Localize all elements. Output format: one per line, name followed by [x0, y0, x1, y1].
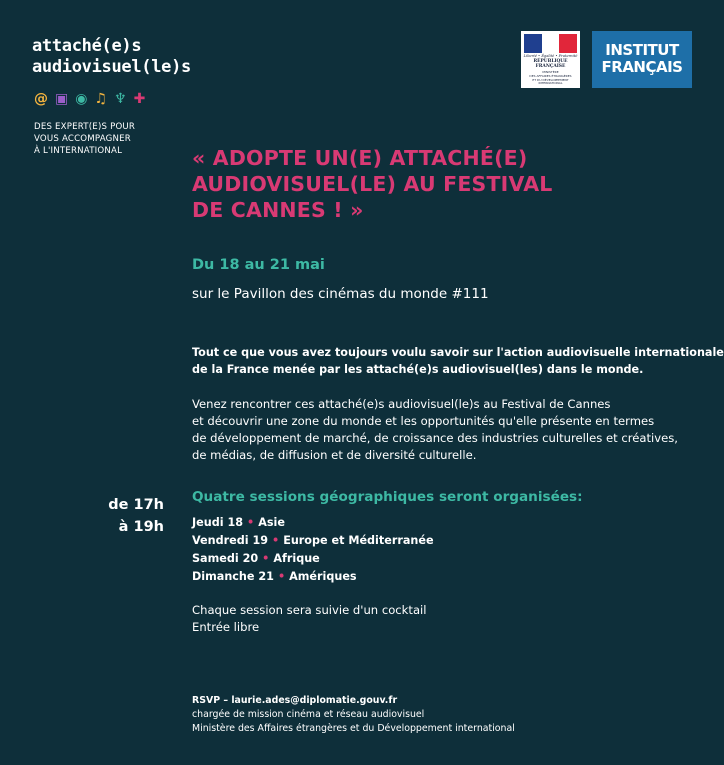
brand-title-line2: audiovisuel(le)s [32, 57, 191, 77]
institut-line1: INSTITUT [605, 41, 679, 59]
bullet-icon: • [272, 534, 280, 547]
institut-francais-logo [592, 31, 692, 88]
gov-ministry-line4: INTERNATIONAL [538, 81, 563, 86]
gov-republic: RÉPUBLIQUE FRANÇAISE [533, 59, 568, 69]
intro-line2: de la France menée par les attaché(e)s audiovisuel(les) dans le monde. [192, 363, 644, 376]
event-extras [192, 602, 427, 636]
entry-note: Entrée libre [192, 620, 260, 634]
session-day: Dimanche 21 [192, 570, 274, 583]
tagline-line2: VOUS ACCOMPAGNER [34, 134, 131, 144]
headline-line1: « ADOPTE UN(E) ATTACHÉ(E) [192, 146, 528, 170]
time-line2: à 19h [118, 519, 164, 535]
session-day: Vendredi 19 [192, 534, 269, 547]
rsvp-email-link[interactable]: RSVP – laurie.ades@diplomatie.gouv.fr [192, 695, 398, 706]
gamepad-icon: ✚ [133, 91, 146, 107]
session-region: Amériques [289, 570, 357, 583]
time-line1: de 17h [108, 497, 164, 513]
headline-line2: AUDIOVISUEL(LE) AU FESTIVAL [192, 172, 553, 196]
french-flag-icon [524, 34, 577, 53]
ministry-logo [521, 31, 580, 88]
intro-line1: Tout ce que vous avez toujours voulu savoir sur l'action audiovisuelle internationale [192, 346, 724, 359]
brand-title-line1: attaché(e)s [32, 36, 142, 56]
brand-icons [34, 89, 145, 109]
contact-ministry: Ministère des Affaires étrangères et du Développement international [192, 723, 515, 734]
session-region: Europe et Méditerranée [283, 534, 434, 547]
sessions-heading: Quatre sessions géographiques seront organisées: [192, 489, 583, 505]
brand-tagline [34, 121, 135, 157]
event-time [104, 494, 164, 538]
bullet-icon: • [277, 570, 286, 583]
bullet-icon: • [262, 552, 270, 565]
cocktail-note: Chaque session sera suivie d'un cocktail [192, 603, 427, 617]
tagline-line1: DES EXPERT(E)S POUR [34, 122, 136, 132]
page-title [192, 145, 692, 223]
eye-icon: ◉ [75, 91, 88, 107]
at-icon: @ [34, 91, 48, 107]
institut-line2: FRANÇAIS [601, 58, 683, 76]
gov-ministry-line2: DES AFFAIRES ÉTRANGÈRES [529, 73, 572, 78]
event-dates: Du 18 au 21 mai [192, 257, 325, 273]
tagline-line3: À L'INTERNATIONAL [34, 146, 123, 156]
body-line1: Venez rencontrer ces attaché(e)s audiovisuel(le)s au Festival de Cannes [192, 397, 611, 411]
microphone-icon: ♆ [114, 91, 127, 107]
body-line3: de développement de marché, de croissance des industries culturelles et créatives, [192, 431, 678, 445]
gov-ministry-line3: ET DU DÉVELOPPEMENT [532, 77, 569, 82]
contact-role: chargée de mission cinéma et réseau audiovisuel [192, 709, 425, 720]
session-region: Asie [258, 516, 285, 529]
list-item [192, 532, 434, 550]
headline-line3: DE CANNES ! » [192, 198, 364, 222]
body-paragraph [192, 396, 678, 464]
gov-motto: Liberté • Égalité • Fraternité [523, 54, 578, 58]
session-region: Afrique [273, 552, 320, 565]
contact-block [192, 694, 515, 736]
list-item [192, 550, 434, 568]
body-line2: et découvrir une zone du monde et les opportunités qu'elle présente en termes [192, 414, 655, 428]
camera-icon: ▣ [55, 91, 69, 107]
session-day: Samedi 20 [192, 552, 259, 565]
list-item [192, 568, 434, 586]
bullet-icon: • [247, 516, 255, 529]
gov-ministry-line1: MINISTÈRE [542, 70, 559, 74]
sessions-list [192, 514, 434, 586]
list-item [192, 514, 434, 532]
brand-logo [32, 36, 191, 78]
session-day: Jeudi 18 [192, 516, 244, 529]
music-icon: ♫ [94, 91, 108, 107]
intro-paragraph [192, 344, 724, 378]
event-venue: sur le Pavillon des cinémas du monde #111 [192, 286, 489, 302]
body-line4: de médias, de diffusion et de diversité culturelle. [192, 448, 477, 462]
